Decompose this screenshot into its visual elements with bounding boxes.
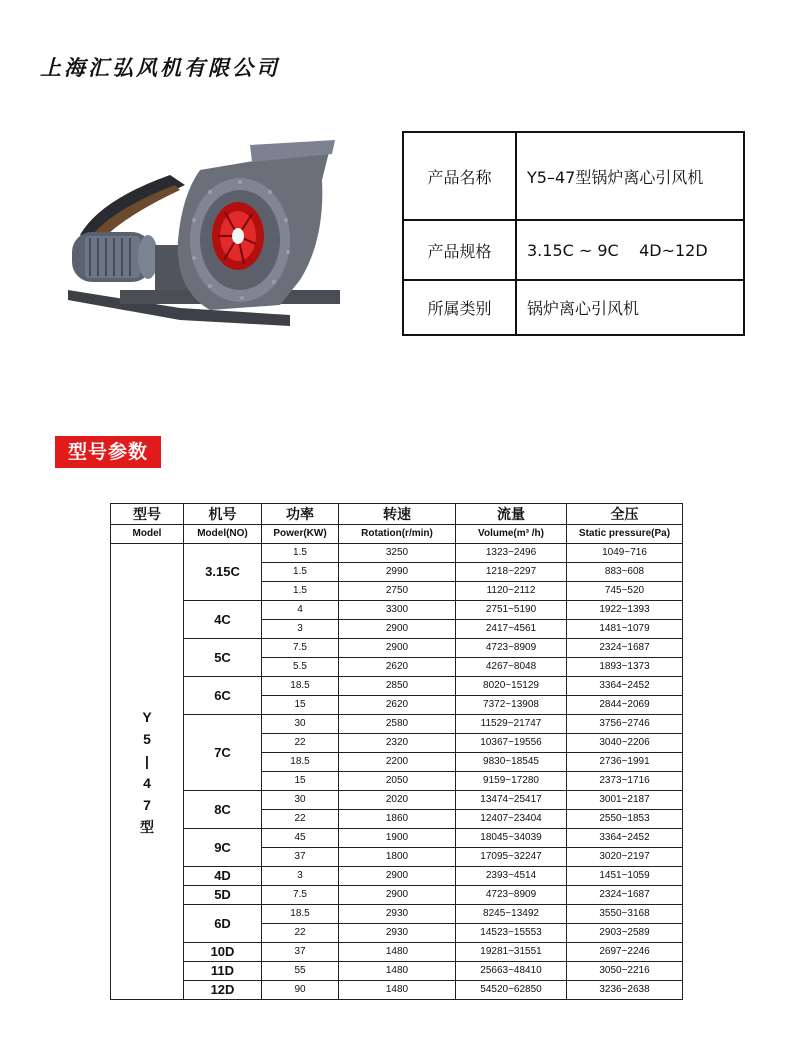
table-cell: 7.5 — [262, 886, 339, 905]
table-row — [111, 886, 683, 905]
table-cell: 3001~2187 — [567, 791, 683, 810]
table-cell: 9159~17280 — [456, 772, 567, 791]
table-cell: 2417~4561 — [456, 620, 567, 639]
table-cell: 2620 — [339, 658, 456, 677]
table-cell: 2850 — [339, 677, 456, 696]
table-row — [111, 715, 683, 734]
product-info-table — [402, 131, 745, 336]
table-cell: 2900 — [339, 620, 456, 639]
table-cell: 1481~1079 — [567, 620, 683, 639]
table-cell: 2320 — [339, 734, 456, 753]
table-cell: 2750 — [339, 582, 456, 601]
table-cell: 2620 — [339, 696, 456, 715]
table-cell: 13474~25417 — [456, 791, 567, 810]
model-char: 型 — [140, 818, 154, 835]
table-cell: 1.5 — [262, 582, 339, 601]
company-name: 上海汇弘风机有限公司 — [40, 55, 280, 80]
table-cell: 18.5 — [262, 753, 339, 772]
machine-no-cell: 6D — [184, 905, 262, 943]
table-cell: 1900 — [339, 829, 456, 848]
info-value: Y5–47型锅炉离心引风机 — [516, 132, 744, 220]
column-header-en: Static pressure(Pa) — [567, 525, 683, 544]
table-cell: 2751~5190 — [456, 601, 567, 620]
table-cell: 14523~15553 — [456, 924, 567, 943]
table-row — [111, 829, 683, 848]
machine-no-cell: 8C — [184, 791, 262, 829]
column-header-cn: 型号 — [111, 504, 184, 525]
section-title-badge: 型号参数 — [55, 436, 161, 468]
column-header-cn: 转速 — [339, 504, 456, 525]
table-cell: 22 — [262, 810, 339, 829]
fan-product-image — [60, 140, 345, 330]
table-cell: 3050~2216 — [567, 962, 683, 981]
table-cell: 1860 — [339, 810, 456, 829]
table-cell: 4723~8909 — [456, 639, 567, 658]
table-row — [111, 981, 683, 1000]
table-cell: 1.5 — [262, 563, 339, 582]
table-cell: 9830~18545 — [456, 753, 567, 772]
table-row — [111, 677, 683, 696]
table-cell: 37 — [262, 943, 339, 962]
model-char: 5 — [143, 730, 151, 747]
table-row — [111, 867, 683, 886]
table-cell: 2903~2589 — [567, 924, 683, 943]
machine-no-cell: 10D — [184, 943, 262, 962]
model-char: 7 — [143, 796, 151, 813]
machine-no-cell: 5D — [184, 886, 262, 905]
column-header-cn: 流量 — [456, 504, 567, 525]
table-cell: 1.5 — [262, 544, 339, 563]
table-cell: 8020~15129 — [456, 677, 567, 696]
table-cell: 2550~1853 — [567, 810, 683, 829]
table-row — [111, 943, 683, 962]
table-cell: 3364~2452 — [567, 829, 683, 848]
column-header-cn: 功率 — [262, 504, 339, 525]
table-cell: 3 — [262, 867, 339, 886]
table-cell: 30 — [262, 715, 339, 734]
table-cell: 10367~19556 — [456, 734, 567, 753]
info-key: 所属类别 — [403, 280, 516, 335]
column-header-cn: 机号 — [184, 504, 262, 525]
info-key: 产品名称 — [403, 132, 516, 220]
table-cell: 1120~2112 — [456, 582, 567, 601]
table-cell: 1922~1393 — [567, 601, 683, 620]
column-header-en: Rotation(r/min) — [339, 525, 456, 544]
machine-no-cell: 4C — [184, 601, 262, 639]
table-cell: 8245~13492 — [456, 905, 567, 924]
table-cell: 2900 — [339, 867, 456, 886]
table-cell: 1049~716 — [567, 544, 683, 563]
machine-no-cell: 6C — [184, 677, 262, 715]
table-row — [111, 962, 683, 981]
table-row — [111, 905, 683, 924]
table-cell: 5.5 — [262, 658, 339, 677]
table-cell: 90 — [262, 981, 339, 1000]
table-cell: 2393~4514 — [456, 867, 567, 886]
model-char: | — [145, 752, 149, 769]
table-cell: 3364~2452 — [567, 677, 683, 696]
table-cell: 3 — [262, 620, 339, 639]
spec-table — [110, 503, 683, 1000]
machine-no-cell: 11D — [184, 962, 262, 981]
table-cell: 2736~1991 — [567, 753, 683, 772]
table-cell: 1218~2297 — [456, 563, 567, 582]
table-cell: 18.5 — [262, 905, 339, 924]
table-cell: 745~520 — [567, 582, 683, 601]
table-cell: 2324~1687 — [567, 639, 683, 658]
table-cell: 54520~62850 — [456, 981, 567, 1000]
table-cell: 2050 — [339, 772, 456, 791]
info-key: 产品规格 — [403, 220, 516, 280]
table-cell: 7.5 — [262, 639, 339, 658]
info-row-category — [403, 280, 744, 335]
table-cell: 4267~8048 — [456, 658, 567, 677]
table-cell: 55 — [262, 962, 339, 981]
table-cell: 1451~1059 — [567, 867, 683, 886]
table-row — [111, 544, 683, 563]
table-cell: 4 — [262, 601, 339, 620]
info-value: 锅炉离心引风机 — [516, 280, 744, 335]
machine-no-cell: 12D — [184, 981, 262, 1000]
machine-no-cell: 5C — [184, 639, 262, 677]
machine-no-cell: 4D — [184, 867, 262, 886]
machine-no-cell: 9C — [184, 829, 262, 867]
table-cell: 2930 — [339, 905, 456, 924]
model-char: 4 — [143, 774, 151, 791]
table-cell: 2200 — [339, 753, 456, 772]
column-header-cn: 全压 — [567, 504, 683, 525]
table-cell: 2020 — [339, 791, 456, 810]
machine-no-cell: 3.15C — [184, 544, 262, 601]
table-cell: 1893~1373 — [567, 658, 683, 677]
model-char: Y — [142, 708, 152, 725]
table-cell: 11529~21747 — [456, 715, 567, 734]
table-cell: 2580 — [339, 715, 456, 734]
table-cell: 3756~2746 — [567, 715, 683, 734]
table-cell: 37 — [262, 848, 339, 867]
info-row-spec — [403, 220, 744, 280]
table-row — [111, 639, 683, 658]
table-cell: 3250 — [339, 544, 456, 563]
table-cell: 2900 — [339, 886, 456, 905]
table-cell: 2373~1716 — [567, 772, 683, 791]
table-cell: 2697~2246 — [567, 943, 683, 962]
table-cell: 25663~48410 — [456, 962, 567, 981]
header-row-cn — [111, 504, 683, 525]
table-cell: 1480 — [339, 981, 456, 1000]
info-row-name — [403, 132, 744, 220]
table-cell: 15 — [262, 772, 339, 791]
table-row — [111, 791, 683, 810]
column-header-en: Model(NO) — [184, 525, 262, 544]
table-cell: 18.5 — [262, 677, 339, 696]
table-cell: 19281~31551 — [456, 943, 567, 962]
column-header-en: Model — [111, 525, 184, 544]
table-cell: 17095~32247 — [456, 848, 567, 867]
table-cell: 2900 — [339, 639, 456, 658]
table-cell: 3236~2638 — [567, 981, 683, 1000]
table-cell: 22 — [262, 924, 339, 943]
table-cell: 22 — [262, 734, 339, 753]
table-cell: 30 — [262, 791, 339, 810]
table-cell: 2844~2069 — [567, 696, 683, 715]
table-cell: 3300 — [339, 601, 456, 620]
column-header-en: Power(KW) — [262, 525, 339, 544]
model-cell — [111, 544, 184, 1000]
machine-no-cell: 7C — [184, 715, 262, 791]
table-cell: 7372~13908 — [456, 696, 567, 715]
table-cell: 1323~2496 — [456, 544, 567, 563]
table-cell: 1800 — [339, 848, 456, 867]
table-cell: 15 — [262, 696, 339, 715]
table-cell: 1480 — [339, 943, 456, 962]
table-cell: 4723~8909 — [456, 886, 567, 905]
table-cell: 3040~2206 — [567, 734, 683, 753]
table-cell: 883~608 — [567, 563, 683, 582]
column-header-en: Volume(m³ /h) — [456, 525, 567, 544]
table-cell: 2930 — [339, 924, 456, 943]
info-value: 3.15C ~ 9C 4D~12D — [516, 220, 744, 280]
table-row — [111, 601, 683, 620]
table-cell: 45 — [262, 829, 339, 848]
table-cell: 2990 — [339, 563, 456, 582]
table-cell: 3550~3168 — [567, 905, 683, 924]
header-row-en — [111, 525, 683, 544]
table-cell: 2324~1687 — [567, 886, 683, 905]
table-cell: 18045~34039 — [456, 829, 567, 848]
table-cell: 3020~2197 — [567, 848, 683, 867]
table-cell: 12407~23404 — [456, 810, 567, 829]
table-cell: 1480 — [339, 962, 456, 981]
